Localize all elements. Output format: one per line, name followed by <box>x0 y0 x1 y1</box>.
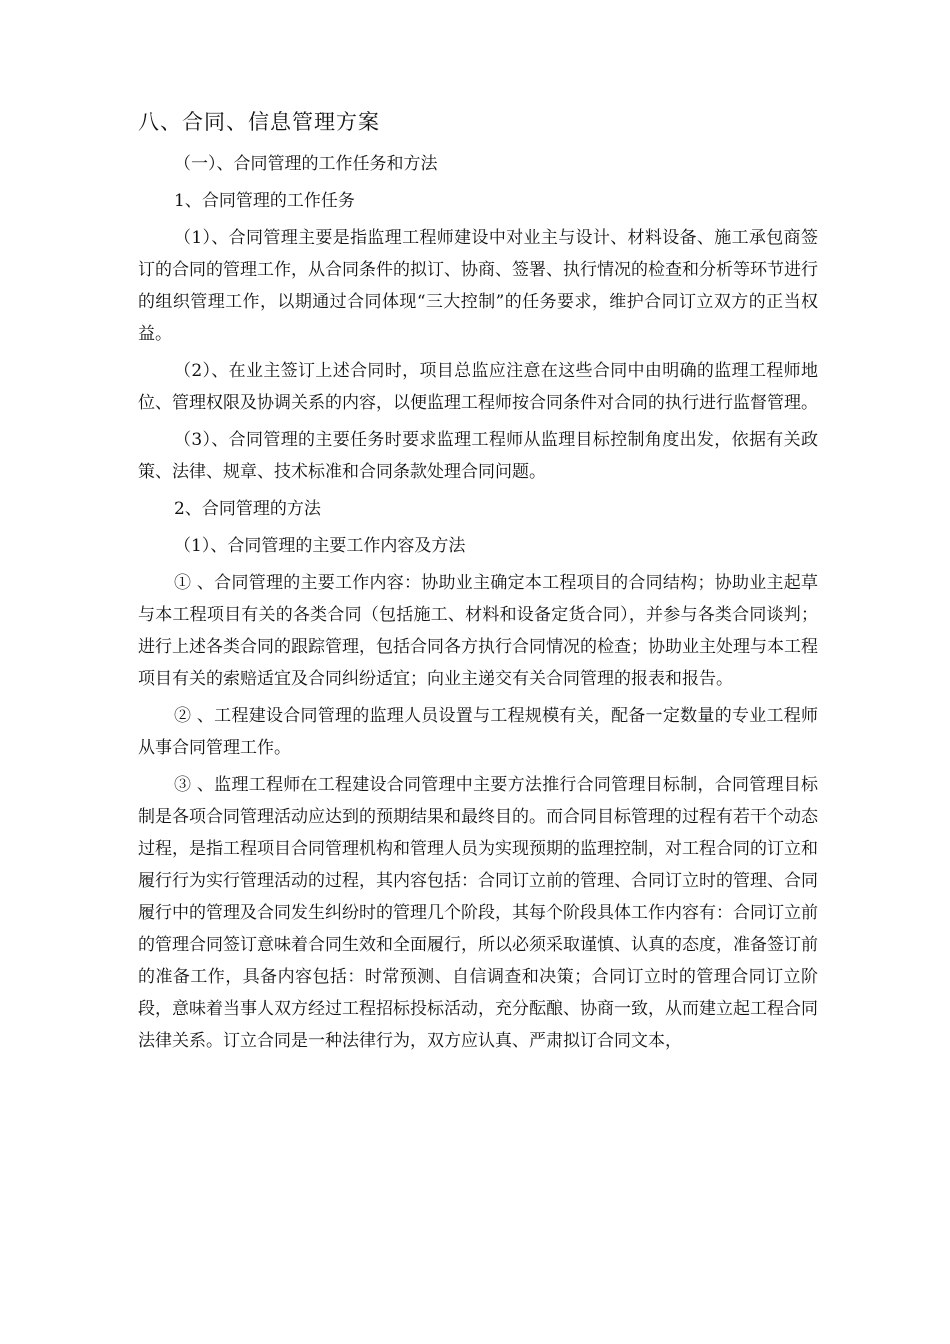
paragraph-5: ② 、工程建设合同管理的监理人员设置与工程规模有关，配备一定数量的专业工程师从事合同管理工作。 <box>138 706 818 758</box>
document-heading: 八、合同、信息管理方案 <box>138 110 380 134</box>
paragraph-6: ③ 、监理工程师在工程建设合同管理中主要方法推行合同管理目标制，合同管理目标制是各项合同管理活动应达到的预期结果和最终目的。而合同目标管理的过程有若干个动态过程，是指工程项目合同管理机构和管理人员为实现预期的监理控制，对工程合同的订立和履行行为实行管理活动的过程，其内容包括：合同订立前的管理、合同订立时的管理、合同履行中的管理及合同发生纠纷时的管理几个阶段，其每个阶段具体工作内容有：合同订立前的管理合同签订意味着合同生效和全面履行，所以必须采取谨慎、认真的态度，准备签订前的准备工作，具备内容包括：时常预测、自信调查和决策；合同订立时的管理合同订立阶段，意味着当事人双方经过工程招标投标活动，充分酝酿、协商一致，从而建立起工程合同法律关系。订立合同是一种法律行为，双方应认真、严肃拟订合同文本， <box>138 775 818 1051</box>
paragraph-1: （1）、合同管理主要是指监理工程师建设中对业主与设计、材料设备、施工承包商签订的合同的管理工作，从合同条件的拟订、协商、签署、执行情况的检查和分析等环节进行的组织管理工作，以期通过合同体现“三大控制”的任务要求，维护合同订立双方的正当权益。 <box>138 228 818 344</box>
subsection-title: 1、合同管理的工作任务 <box>174 191 355 211</box>
paragraph-2: （2）、在业主签订上述合同时，项目总监应注意在这些合同中由明确的监理工程师地位、管理权限及协调关系的内容，以便监理工程师按合同条件对合同的执行进行监督管理。 <box>138 361 818 413</box>
document-body <box>138 106 818 1057</box>
subsection-item: （1）、合同管理的主要工作内容及方法 <box>174 536 466 556</box>
paragraph-3: （3）、合同管理的主要任务时要求监理工程师从监理目标控制角度出发，依据有关政策、法律、规章、技术标准和合同条款处理合同问题。 <box>138 430 818 482</box>
section-title: （一）、合同管理的工作任务和方法 <box>174 154 438 174</box>
subsection-title-2: 2、合同管理的方法 <box>174 499 321 519</box>
paragraph-4: ① 、合同管理的主要工作内容：协助业主确定本工程项目的合同结构；协助业主起草与本工程项目有关的各类合同（包括施工、材料和设备定货合同），并参与各类合同谈判；进行上述各类合同的跟踪管理，包括合同各方执行合同情况的检查；协助业主处理与本工程项目有关的索赔适宜及合同纠纷适宜；向业主递交有关合同管理的报表和报告。 <box>138 573 818 689</box>
